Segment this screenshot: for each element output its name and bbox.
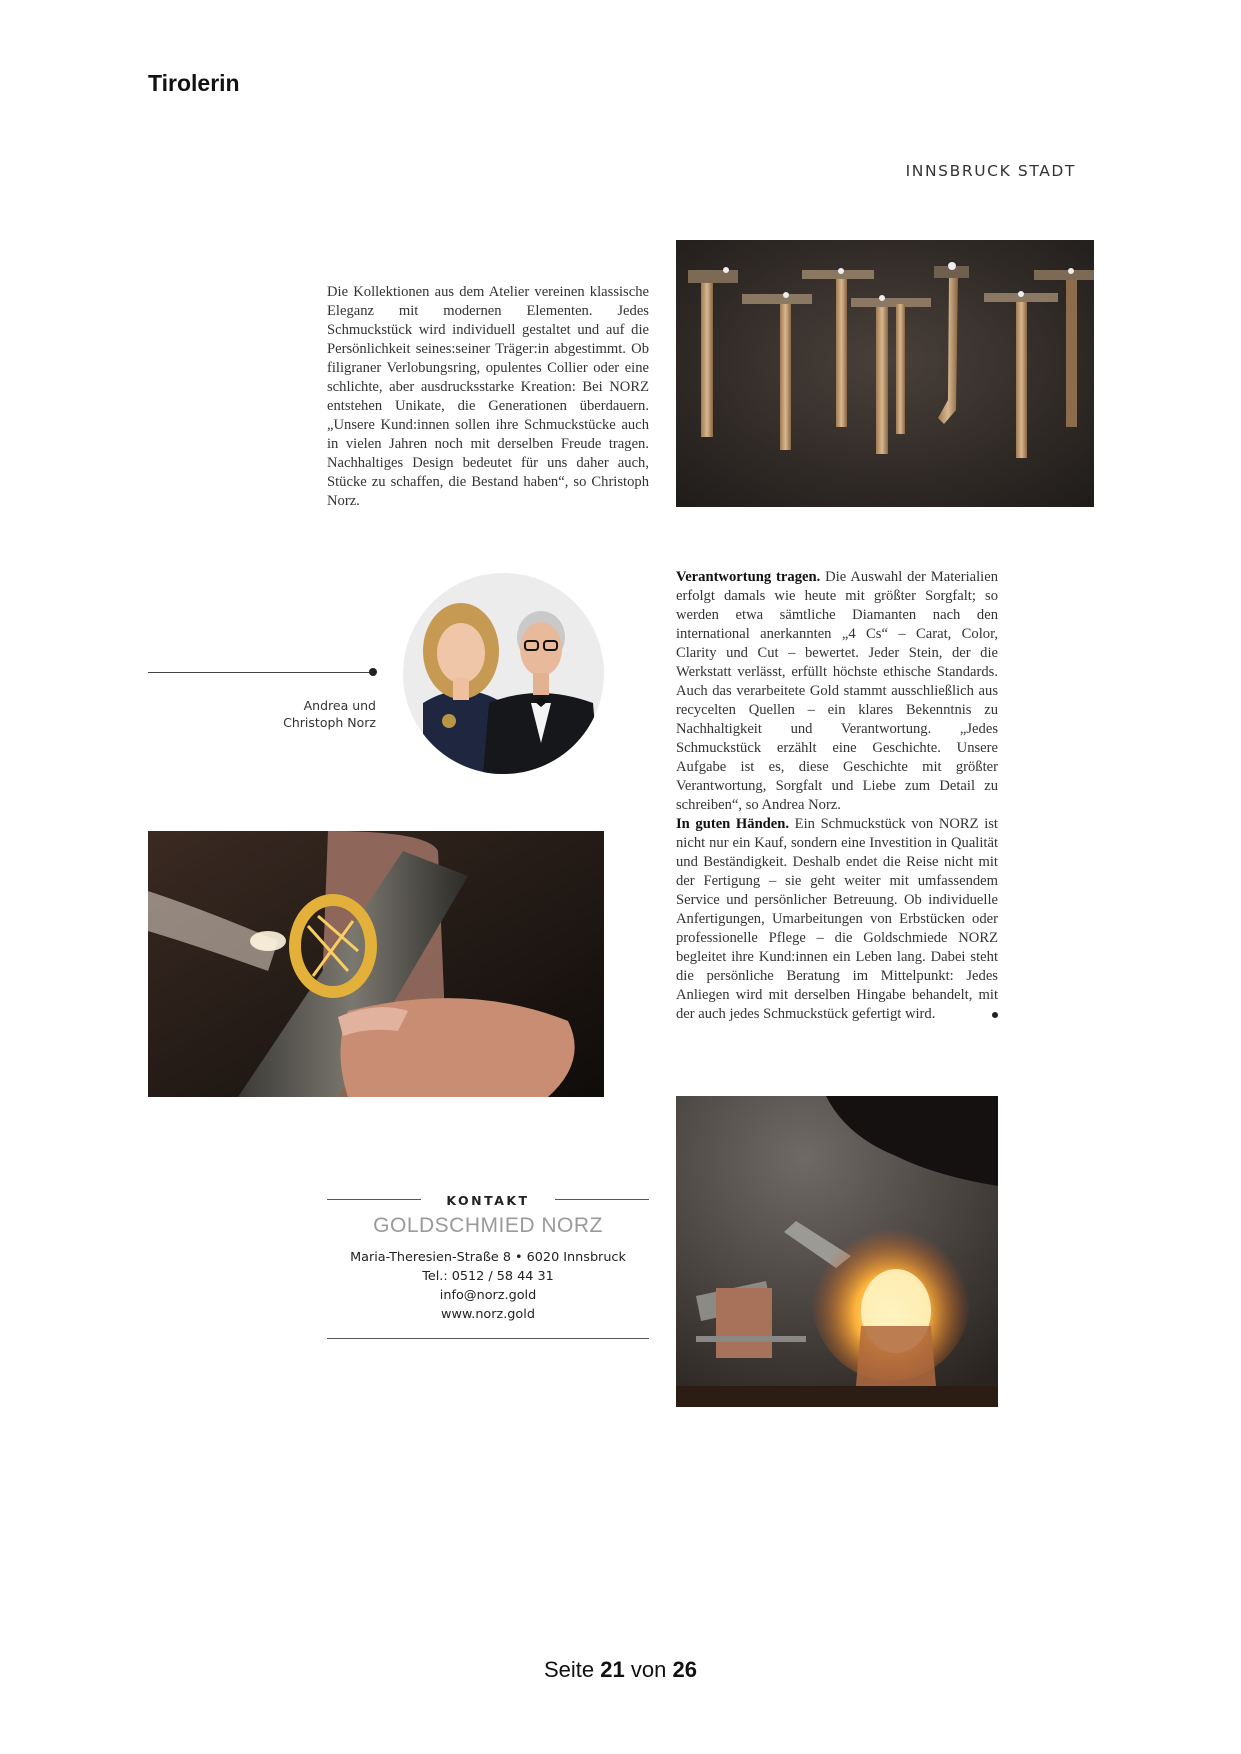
portrait-photo [403, 573, 604, 774]
flame-photo [676, 1096, 998, 1407]
contact-heading: KONTAKT [446, 1193, 530, 1208]
footer-total-pages: 26 [672, 1657, 697, 1682]
caption-leader-line [148, 672, 373, 673]
section2-text: Ein Schmuckstück von NORZ ist nicht nur ein Kauf, sondern eine Investition in Qualität und Beständigkeit. Deshalb endet die Reise nicht mit der Fertigung – sie geht weiter mit umfassendem Service und persönlicher Betreuung. Ob individuelle Anfertigungen, Umarbeitungen von Erbstücken oder professionelle Pflege – die Goldschmiede NORZ begleitet ihre Kund:innen ein Leben lang. Dabei steht die persönliche Beratung im Mittelpunkt: Jedes Anliegen wird mit derselben Hingabe behandelt, mit der auch jedes Schmuckstück gefertigt wird. [676, 816, 998, 1022]
contact-address: Maria-Theresien-Straße 8 • 6020 Innsbruck [350, 1250, 626, 1265]
hammers-photo [676, 240, 1094, 507]
contact-bottom-rule [327, 1338, 649, 1339]
article-section-responsibility [676, 568, 998, 815]
contact-box [327, 1190, 649, 1339]
intro-paragraph: Die Kollektionen aus dem Atelier vereinen klassische Eleganz mit modernen Elementen. Jedes Schmuckstück wird individuell gestaltet und auf die Persönlichkeit seines:seiner Träger:in abgestimmt. Ob filigraner Verlobungsring, opulentes Collier oder eine schlichte, aber ausdrucksstarke Kreation: Bei NORZ entstehen Unikate, die Generationen überdauern. „Unsere Kund:innen sollen ihre Schmuckstücke auch in vielen Jahren noch mit derselben Freude tragen. Nachhaltiges Design bedeutet für uns daher auch, Stücke zu schaffen, die Bestand haben“, so Christoph Norz. [327, 284, 649, 509]
contact-business-name: GOLDSCHMIED NORZ [373, 1214, 603, 1237]
contact-website[interactable]: www.norz.gold [441, 1307, 535, 1322]
article-intro [327, 283, 649, 511]
contact-phone: Tel.: 0512 / 58 44 31 [422, 1269, 554, 1284]
contact-email[interactable]: info@norz.gold [439, 1288, 537, 1303]
footer-prefix: Seite [544, 1657, 595, 1682]
portrait-caption [270, 697, 376, 731]
caption-leader-dot [369, 668, 377, 676]
footer-page-number: 21 [600, 1657, 625, 1682]
contact-heading-row [327, 1190, 649, 1210]
section1-heading: Verantwortung tragen. [676, 569, 821, 585]
article-section-good-hands [676, 815, 998, 1024]
portrait-caption-line1: Andrea und [303, 698, 376, 713]
page-footer [0, 1657, 1241, 1683]
section1-text: Die Auswahl der Materialien erfolgt damals wie heute mit größter Sorgfalt; so werden etwa sämtliche Diamanten nach den international anerkannten „4 Cs“ – Carat, Color, Clarity und Cut – bewertet. Jeder Stein, der die Werkstatt verlässt, erfüllt höchste ethische Standards. Auch das verarbeitete Gold stammt ausschließlich aus recycelten Quellen – ein klares Bekenntnis zu Nachhaltigkeit und Verantwortung. „Jedes Schmuckstück erzählt eine Geschichte. Unsere Aufgabe ist es, diese Geschichte mit größter Verantwortung, Sorgfalt und Liebe zum Detail zu schreiben“, so Andrea Norz. [676, 569, 998, 813]
contact-rule-left [327, 1199, 421, 1200]
document-header-title: Tirolerin [148, 70, 240, 96]
ring-photo [148, 831, 604, 1097]
article-end-mark [992, 1012, 998, 1018]
contact-rule-right [555, 1199, 649, 1200]
footer-middle: von [630, 1657, 667, 1682]
section2-heading: In guten Händen. [676, 816, 790, 832]
section-label: INNSBRUCK STADT [905, 162, 1076, 180]
portrait-caption-line2: Christoph Norz [283, 715, 376, 730]
